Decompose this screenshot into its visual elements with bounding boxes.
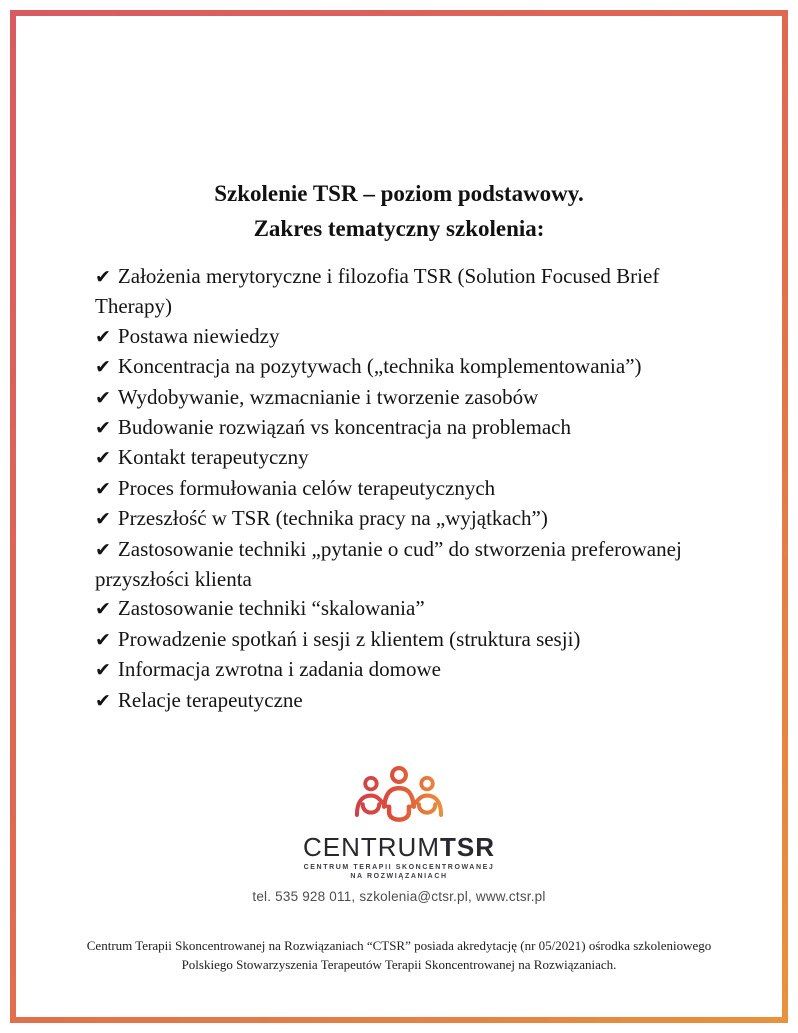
checkmark-icon: ✔ [95,659,111,682]
list-item-text: Wydobywanie, wzmacnianie i tworzenie zasobów [117,384,539,409]
logo-tagline-line-1: CENTRUM TERAPII SKONCENTROWANEJ [303,864,495,871]
contact-info: tel. 535 928 011, szkolenia@ctsr.pl, www.ctsr.pl [252,889,546,904]
list-item [95,535,717,595]
list-item [95,686,717,716]
list-item [95,474,717,504]
list-item [95,504,717,534]
topics-list [95,262,717,716]
three-people-icon [346,763,452,829]
title-line-2: Zakres tematyczny szkolenia: [253,216,545,241]
list-item [95,383,717,413]
list-item [95,352,717,382]
list-item [95,655,717,685]
list-item [95,322,717,352]
checkmark-icon: ✔ [95,356,111,379]
accreditation-line-1: Centrum Terapii Skoncentrowanej na Rozwiązaniach “CTSR” posiada akredytację (nr 05/2021) ośrodka szkoleniowego [86,938,712,953]
list-item [95,262,717,322]
list-item-text: Prowadzenie spotkań i sesji z klientem (struktura sesji) [117,626,581,651]
title-line-1: Szkolenie TSR – poziom podstawowy. [214,181,584,206]
list-item-text: Założenia merytoryczne i filozofia TSR (Solution Focused Brief Therapy) [95,264,660,319]
list-item-text: Postawa niewiedzy [117,323,280,348]
checkmark-icon: ✔ [95,477,111,500]
list-item [95,443,717,473]
logo-block [0,763,798,904]
checkmark-icon: ✔ [95,538,111,561]
logo-wordmark-tsr: TSR [440,832,495,862]
list-item-text: Kontakt terapeutyczny [117,445,309,470]
checkmark-icon: ✔ [95,266,111,288]
accreditation-line-2: Polskiego Stowarzyszenia Terapeutów Terapii Skoncentrowanej na Rozwiązaniach. [181,957,617,972]
checkmark-icon: ✔ [95,325,111,348]
checkmark-icon: ✔ [95,508,111,531]
logo-wordmark [303,833,495,861]
list-item-text: Koncentracja na pozytywach („technika komplementowania”) [117,354,642,379]
list-item [95,594,717,624]
list-item-text: Budowanie rozwiązań vs koncentracja na problemach [117,415,571,440]
list-item-text: Zastosowanie techniki “skalowania” [117,596,425,621]
list-item [95,625,717,655]
page-title [0,176,798,246]
list-item-text: Informacja zwrotna i zadania domowe [117,657,441,682]
checkmark-icon: ✔ [95,417,111,440]
list-item-text: Relacje terapeutyczne [117,687,303,712]
list-item-text: Zastosowanie techniki „pytanie o cud” do stworzenia preferowanej przyszłości klienta [95,536,682,592]
list-item-text: Proces formułowania celów terapeutycznych [117,475,496,500]
list-item [95,413,717,443]
logo-tagline-line-2: NA ROZWIĄZANIACH [350,873,448,880]
checkmark-icon: ✔ [95,386,111,409]
logo-tagline [304,863,495,881]
logo-wordmark-centrum: CENTRUM [303,832,440,862]
accreditation-note [60,936,738,974]
checkmark-icon: ✔ [95,447,111,470]
checkmark-icon: ✔ [95,628,111,651]
checkmark-icon: ✔ [95,598,111,621]
list-item-text: Przeszłość w TSR (technika pracy na „wyjątkach”) [117,506,548,531]
checkmark-icon: ✔ [95,689,111,712]
